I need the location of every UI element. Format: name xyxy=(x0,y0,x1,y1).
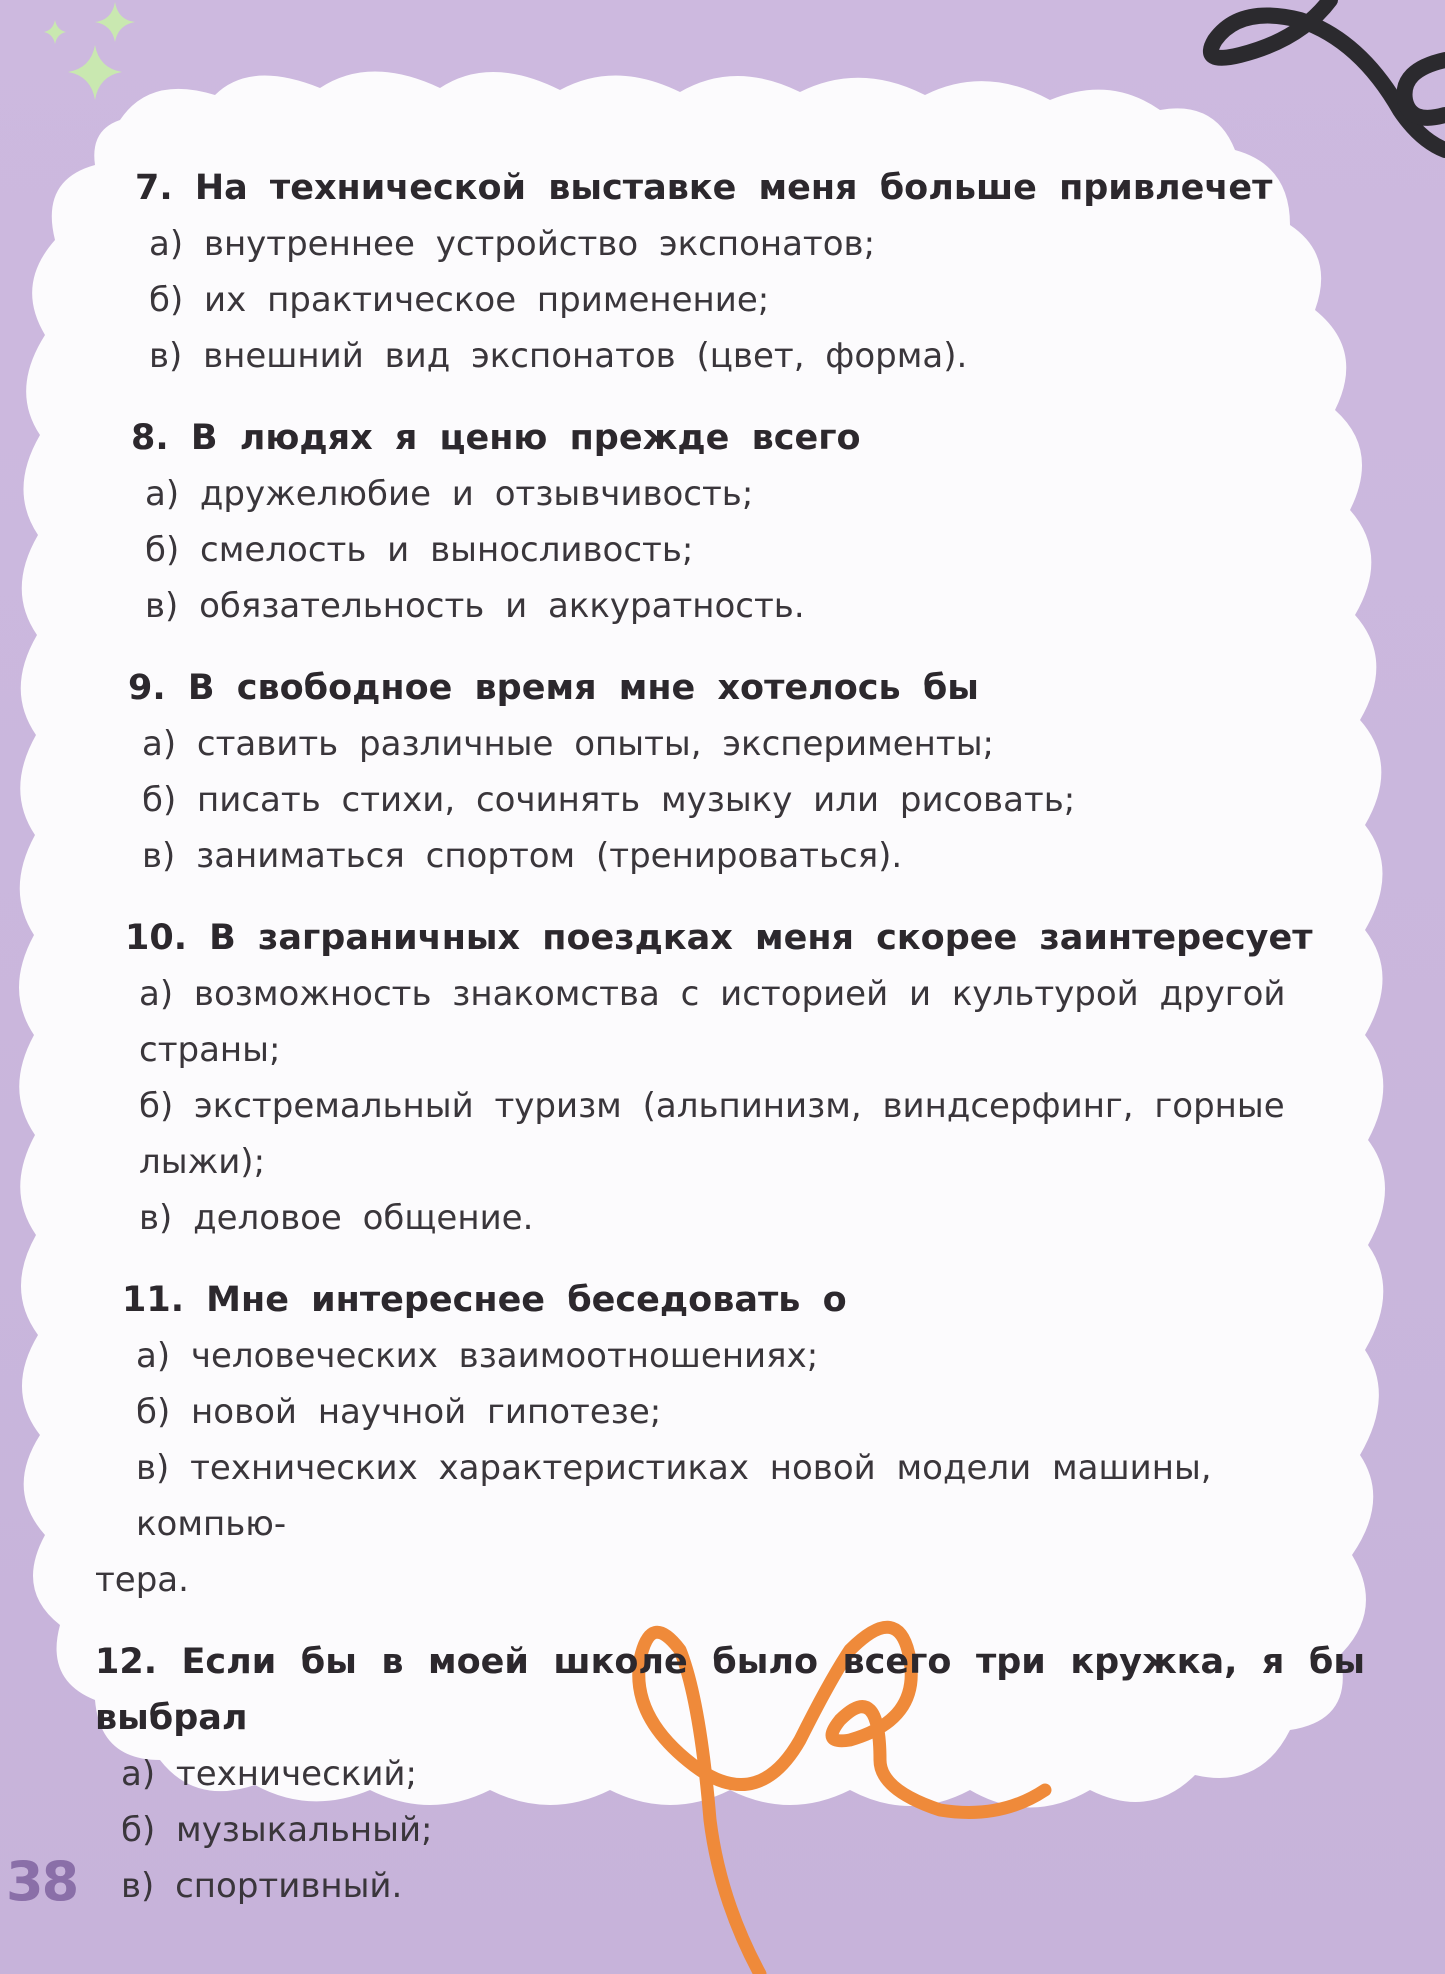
option-a: а) возможность знакомства с историей и культурой другой страны; xyxy=(139,974,1286,1070)
option-c-continuation: тера. xyxy=(95,1560,189,1600)
question-title: 9. В свободное время мне хотелось бы xyxy=(128,668,979,708)
option-b: б) новой научной гипотезе; xyxy=(136,1392,662,1432)
option-c: в) деловое общение. xyxy=(139,1198,534,1238)
question-title: 10. В заграничных поездках меня скорее заинтересует xyxy=(125,918,1313,958)
questionnaire xyxy=(95,160,1365,1940)
option-b: б) их практическое применение; xyxy=(149,280,770,320)
question-11 xyxy=(95,1272,1365,1608)
option-b: б) писать стихи, сочинять музыку или рисовать; xyxy=(142,780,1076,820)
option-a: а) ставить различные опыты, эксперименты; xyxy=(142,724,994,764)
option-c: в) заниматься спортом (тренироваться). xyxy=(142,836,903,876)
option-a: а) человеческих взаимоотношениях; xyxy=(136,1336,819,1376)
question-9 xyxy=(128,660,1365,884)
question-title: 11. Мне интереснее беседовать о xyxy=(122,1280,847,1320)
option-c: в) технических характеристиках новой модели машины, компью- xyxy=(136,1448,1212,1544)
option-b: б) смелость и выносливость; xyxy=(145,530,694,570)
option-a: а) внутреннее устройство экспонатов; xyxy=(149,224,876,264)
option-c: в) внешний вид экспонатов (цвет, форма). xyxy=(149,336,968,376)
option-a: а) технический; xyxy=(121,1754,417,1794)
question-8 xyxy=(131,410,1365,634)
question-7 xyxy=(135,160,1365,384)
question-title: 7. На технической выставке меня больше привлечет xyxy=(135,168,1273,208)
option-c: в) спортивный. xyxy=(121,1866,403,1906)
option-c: в) обязательность и аккуратность. xyxy=(145,586,805,626)
question-10 xyxy=(125,910,1365,1246)
question-title: 8. В людях я ценю прежде всего xyxy=(131,418,861,458)
option-b: б) музыкальный; xyxy=(121,1810,433,1850)
option-b: б) экстремальный туризм (альпинизм, виндсерфинг, горные лыжи); xyxy=(139,1086,1285,1182)
page-number: 38 xyxy=(6,1850,78,1913)
option-a: а) дружелюбие и отзывчивость; xyxy=(145,474,754,514)
question-title: 12. Если бы в моей школе было всего три кружка, я бы выбрал xyxy=(95,1642,1365,1738)
question-12 xyxy=(95,1634,1365,1914)
